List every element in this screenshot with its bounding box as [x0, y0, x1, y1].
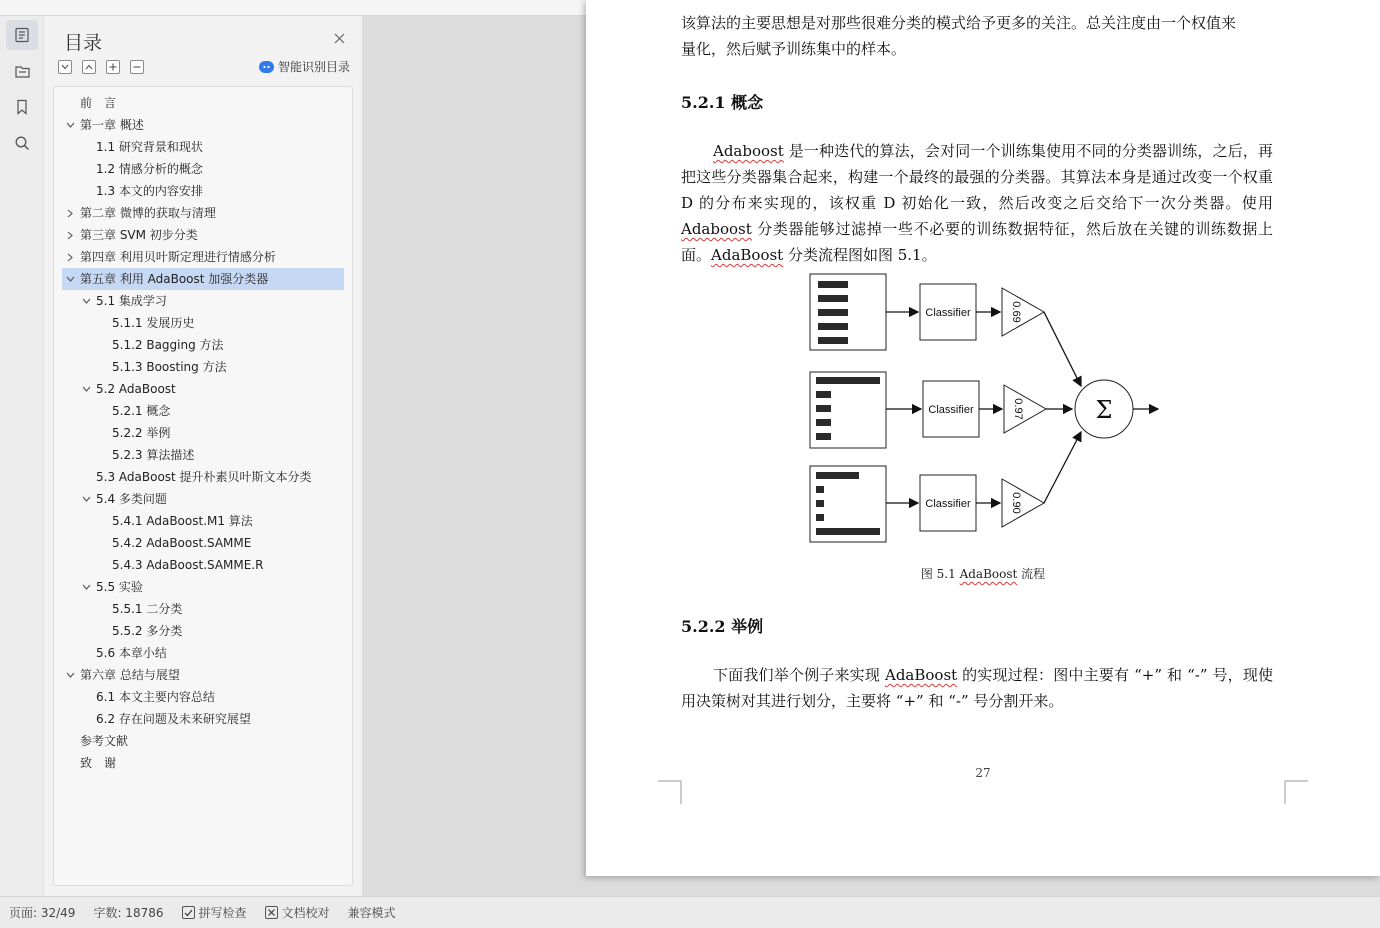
classifier-box-2 — [923, 381, 979, 437]
ai-icon — [259, 61, 274, 73]
chapter-nav-button[interactable] — [6, 56, 38, 86]
toc-item[interactable] — [54, 290, 352, 312]
chevron-down-icon[interactable] — [80, 488, 92, 510]
proofread-label: 文档校对 — [281, 906, 330, 920]
toc-item-label: 1.1 研究背景和现状 — [96, 140, 203, 154]
toc-item-label: 第五章 利用 AdaBoost 加强分类器 — [80, 272, 269, 286]
toc-item[interactable] — [54, 400, 352, 422]
spell-flag: Adaboost — [713, 142, 784, 160]
chevron-down-icon[interactable] — [80, 576, 92, 598]
toc-item-label: 5.1.1 发展历史 — [112, 316, 195, 330]
adaboost-flow-figure — [804, 270, 1174, 546]
toc-item[interactable] — [54, 598, 352, 620]
toc-item-label: 5.2.2 举例 — [112, 426, 171, 440]
classifier-box-1 — [920, 284, 976, 340]
compat-mode-indicator: 兼容模式 — [347, 906, 396, 920]
toc-item[interactable] — [54, 730, 352, 752]
toc-item[interactable] — [54, 664, 352, 686]
toc-item-label: 参考文献 — [80, 734, 129, 748]
example-paragraph: 下面我们举个例子来实现 AdaBoost 的实现过程：图中主要有 “+” 和 “-” 号，现使用决策树对其进行划分，主要将 “+” 和 “-” 号分割开来。 — [681, 666, 1273, 710]
chevron-right-icon[interactable] — [64, 202, 76, 224]
toc-item-label: 第六章 总结与展望 — [80, 668, 180, 682]
spell-check-label: 拼写检查 — [198, 906, 247, 920]
toc-item-label: 5.3 AdaBoost 提升朴素贝叶斯文本分类 — [96, 470, 312, 484]
toc-item[interactable] — [54, 246, 352, 268]
page-indicator[interactable]: 页面: 32/49 — [9, 906, 76, 920]
sum-symbol: Σ — [1095, 396, 1113, 424]
toc-item-label: 第三章 SVM 初步分类 — [80, 228, 198, 242]
left-rail — [0, 16, 44, 896]
figure-caption: 图 5.1 AdaBoost 流程 — [920, 567, 1046, 581]
search-button[interactable] — [6, 128, 38, 158]
document-proofread-button[interactable] — [256, 897, 339, 928]
toc-item-label: 第四章 利用贝叶斯定理进行情感分析 — [80, 250, 276, 264]
toc-item[interactable] — [54, 114, 352, 136]
search-icon — [14, 135, 30, 151]
training-set-3 — [810, 466, 886, 542]
smart-toc-label: 智能识别目录 — [277, 60, 350, 74]
chevron-down-icon[interactable] — [80, 290, 92, 312]
classifier-label: Classifier — [925, 498, 971, 510]
spell-flag: Adaboost — [681, 220, 752, 238]
chevron-down-icon[interactable] — [64, 664, 76, 686]
toc-item[interactable] — [54, 224, 352, 246]
toc-item[interactable] — [54, 378, 352, 400]
margin-corner-mark-right — [1284, 780, 1308, 804]
checkbox-checked-icon — [182, 906, 195, 919]
training-set-1 — [810, 274, 886, 350]
minus-icon — [133, 63, 141, 71]
section-heading-5-2-1: 5.2.1 概念 — [681, 93, 764, 112]
status-bar — [0, 896, 1380, 928]
toc-item[interactable] — [54, 444, 352, 466]
toc-item[interactable] — [54, 158, 352, 180]
remove-heading-button[interactable] — [130, 60, 144, 74]
weight-triangle-3 — [1002, 479, 1044, 527]
chevron-down-icon[interactable] — [64, 114, 76, 136]
chevron-up-icon — [85, 64, 93, 70]
toc-item[interactable] — [54, 466, 352, 488]
toc-item-label: 致 谢 — [80, 756, 117, 770]
toc-item[interactable] — [54, 686, 352, 708]
collapse-all-button[interactable] — [82, 60, 96, 74]
weight-triangle-1 — [1002, 288, 1044, 336]
toc-item-label: 5.2.3 算法描述 — [112, 448, 195, 462]
toc-item[interactable] — [54, 620, 352, 642]
toc-item-label: 5.5 实验 — [96, 580, 143, 594]
document-page — [586, 0, 1380, 876]
chapter-icon — [14, 63, 31, 79]
add-heading-button[interactable] — [106, 60, 120, 74]
expand-all-button[interactable] — [58, 60, 72, 74]
sum-node — [1075, 380, 1133, 438]
toc-view-button[interactable] — [6, 20, 38, 50]
toc-item[interactable] — [54, 708, 352, 730]
toc-item[interactable] — [54, 532, 352, 554]
smart-toc-button[interactable] — [259, 58, 350, 75]
classifier-label: Classifier — [925, 307, 971, 319]
toc-item-label: 1.3 本文的内容安排 — [96, 184, 203, 198]
intro-line-1: 该算法的主要思想是对那些很难分类的模式给予更多的关注。总关注度由一个权值来 — [681, 14, 1237, 32]
toc-item-label: 5.2 AdaBoost — [96, 382, 176, 396]
toc-item-label: 5.4.2 AdaBoost.SAMME — [112, 536, 252, 550]
intro-paragraph — [681, 10, 1273, 62]
toc-item-label: 5.2.1 概念 — [112, 404, 171, 418]
toc-item[interactable] — [54, 554, 352, 576]
toc-item[interactable] — [54, 488, 352, 510]
toc-item-label: 5.4.3 AdaBoost.SAMME.R — [112, 558, 264, 572]
toc-item[interactable] — [54, 136, 352, 158]
word-count[interactable]: 字数: 18786 — [93, 906, 164, 920]
weight-label: 0.69 — [1010, 301, 1022, 323]
page-number: 27 — [975, 766, 991, 780]
toc-item[interactable] — [54, 202, 352, 224]
proofread-icon — [265, 906, 278, 919]
classifier-label: Classifier — [928, 404, 974, 416]
toc-item[interactable] — [54, 356, 352, 378]
toc-list — [54, 92, 352, 774]
toc-item-label: 5.1 集成学习 — [96, 294, 167, 308]
toc-item[interactable] — [54, 180, 352, 202]
toc-panel-title: 目录 — [64, 32, 103, 54]
spell-check-toggle[interactable] — [173, 897, 256, 928]
toc-item-label: 6.2 存在问题及未来研究展望 — [96, 712, 251, 726]
chevron-right-icon[interactable] — [64, 246, 76, 268]
toc-item[interactable] — [54, 752, 352, 774]
toc-item-label: 5.5.1 二分类 — [112, 602, 183, 616]
toc-item-label: 5.4 多类问题 — [96, 492, 167, 506]
toc-item[interactable] — [54, 92, 352, 114]
concept-paragraph: Adaboost 是一种迭代的算法，会对同一个训练集使用不同的分类器训练，之后，再把这些分类器集合起来，构建一个最终的最强的分类器。其算法本身是通过改变一个权重 D 的分布来实现的，该权重 D 初始化一致，然后改变之后交给下一次分类器。使用 Adaboost 分类器能够过滤掉一些不必要的训练数据特征，然后放在关键的训练数据上面。AdaBoost 分类流程图如图 5.1。 — [681, 142, 1273, 264]
toc-item[interactable] — [54, 642, 352, 664]
plus-icon — [109, 63, 117, 71]
close-panel-button[interactable] — [331, 30, 347, 46]
bookmark-icon — [15, 99, 29, 115]
toc-item[interactable] — [54, 510, 352, 532]
toc-item-label: 第一章 概述 — [80, 118, 144, 132]
toc-item-label: 前 言 — [80, 96, 117, 110]
toc-item-label: 第二章 微博的获取与清理 — [80, 206, 216, 220]
toc-item-label: 5.1.2 Bagging 方法 — [112, 338, 224, 352]
weight-label: 0.97 — [1012, 398, 1024, 420]
toc-panel — [44, 16, 362, 896]
toc-item[interactable] — [54, 334, 352, 356]
intro-line-2: 量化，然后赋予训练集中的样本。 — [681, 40, 907, 58]
training-set-2 — [810, 372, 886, 448]
close-icon — [334, 33, 345, 44]
toc-item-label: 5.1.3 Boosting 方法 — [112, 360, 227, 374]
toc-item-label: 6.1 本文主要内容总结 — [96, 690, 215, 704]
toc-tree — [53, 86, 353, 886]
classifier-box-3 — [920, 475, 976, 531]
spell-flag: AdaBoost — [959, 567, 1018, 581]
chevron-down-icon — [61, 64, 69, 70]
margin-corner-mark-left — [658, 780, 682, 804]
toc-item[interactable] — [54, 576, 352, 598]
toc-item-label: 5.4.1 AdaBoost.M1 算法 — [112, 514, 253, 528]
toc-item-label: 1.2 情感分析的概念 — [96, 162, 203, 176]
section-heading-5-2-2: 5.2.2 举例 — [681, 617, 764, 636]
bookmark-button[interactable] — [6, 92, 38, 122]
toc-item[interactable] — [62, 268, 344, 290]
chevron-down-icon[interactable] — [64, 268, 76, 290]
document-list-icon — [14, 27, 30, 43]
toc-item-label: 5.6 本章小结 — [96, 646, 167, 660]
toc-item-label: 5.5.2 多分类 — [112, 624, 183, 638]
toc-tools — [58, 60, 144, 74]
chevron-down-icon[interactable] — [80, 378, 92, 400]
weight-triangle-2 — [1004, 385, 1046, 433]
toc-item[interactable] — [54, 422, 352, 444]
spell-flag: AdaBoost — [711, 246, 784, 264]
chevron-right-icon[interactable] — [64, 224, 76, 246]
spell-flag: AdaBoost — [884, 666, 958, 684]
toc-item[interactable] — [54, 312, 352, 334]
weight-label: 0.90 — [1010, 492, 1022, 514]
